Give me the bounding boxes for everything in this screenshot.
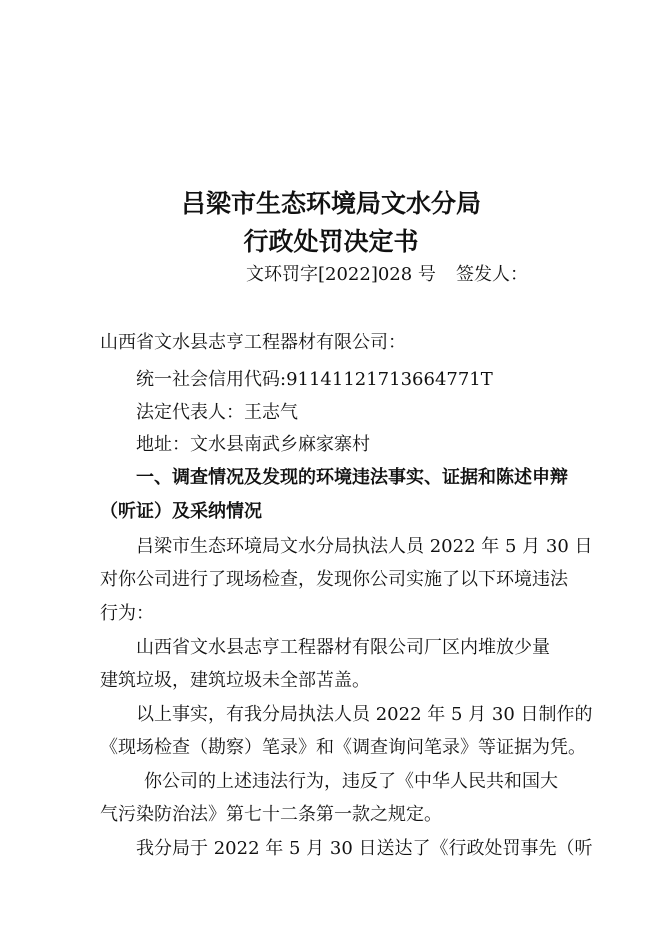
- paragraph-3-line-1: 以上事实，有我分局执法人员 2022 年 5 月 30 日制作的: [136, 704, 593, 725]
- paragraph-4-line-1: 你公司的上述违法行为，违反了《中华人民共和国大: [144, 771, 558, 792]
- signer-label: 签发人：: [456, 264, 528, 285]
- paragraph-3-line-2: 《现场检查（勘察）笔录》和《调查询问笔录》等证据为凭。: [100, 737, 586, 758]
- document-title-line-2: 行政处罚决定书: [243, 227, 419, 256]
- paragraph-2-line-2: 建筑垃圾，建筑垃圾未全部苫盖。: [100, 670, 370, 691]
- section-heading-line-1: 一、调查情况及发现的环境违法事实、证据和陈述申辩: [136, 467, 568, 488]
- paragraph-5-line-1: 我分局于 2022 年 5 月 30 日送达了《行政处罚事先（听: [136, 838, 593, 859]
- address: 地址：文水县南武乡麻家寨村: [136, 434, 370, 455]
- recipient-name: 山西省文水县志亨工程器材有限公司：: [100, 332, 406, 353]
- legal-representative: 法定代表人：王志气: [136, 402, 298, 423]
- paragraph-4-line-2: 气污染防治法》第七十二条第一款之规定。: [100, 804, 442, 825]
- paragraph-1-line-1: 吕梁市生态环境局文水分局执法人员 2022 年 5 月 30 日: [136, 536, 593, 557]
- paragraph-1-line-2: 对你公司进行了现场检查，发现你公司实施了以下环境违法: [100, 569, 568, 590]
- document-number: 文环罚字[2022]028 号: [246, 264, 436, 285]
- document-title-line-1: 吕梁市生态环境局文水分局: [180, 189, 481, 218]
- section-heading-line-2: （听证）及采纳情况: [100, 501, 262, 522]
- credit-code: 统一社会信用代码:91141121713664771T: [136, 369, 493, 390]
- paragraph-2-line-1: 山西省文水县志亨工程器材有限公司厂区内堆放少量: [136, 637, 550, 658]
- paragraph-1-line-3: 行为：: [100, 603, 154, 624]
